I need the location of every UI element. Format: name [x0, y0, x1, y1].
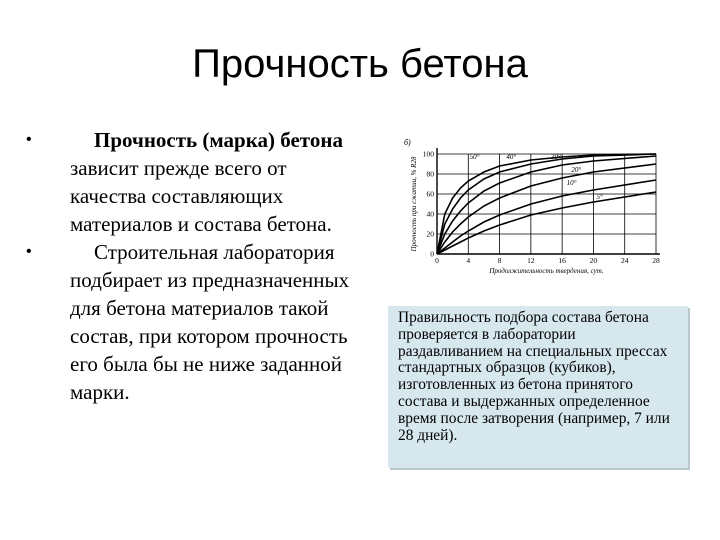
slide-title: Прочность бетона — [192, 42, 528, 86]
x-tick-label: 28 — [652, 256, 660, 265]
series-label: 5° — [596, 193, 603, 201]
x-axis-label: Продолжительность твердения, сут. — [489, 267, 604, 275]
bullet-item — [22, 126, 362, 238]
bullet-item — [22, 238, 362, 406]
x-tick-label: 16 — [558, 256, 566, 265]
x-tick-label: 0 — [435, 256, 439, 265]
y-tick-label: 0 — [430, 249, 434, 259]
bullet-marker: • — [26, 131, 32, 148]
y-axis-label: Прочность при сжатии, % R28 — [410, 156, 418, 252]
bullet-bold-text: Прочность (марка) бетона — [94, 128, 343, 152]
x-tick-label: 20 — [589, 256, 598, 265]
bullet-text: Строительная лаборатория подбирает из предназначенных для бетона материалов такой состав, при котором прочность его была бы не ниже заданной марки. — [70, 240, 350, 404]
series-line-3 — [437, 156, 656, 254]
bullet-marker: • — [26, 243, 32, 260]
series-label: 50° — [469, 153, 480, 161]
series-line-4 — [437, 164, 656, 254]
y-tick-label: 80 — [426, 169, 434, 179]
x-tick-label: 4 — [466, 256, 471, 265]
series-line-5 — [437, 180, 656, 254]
strength-chart — [400, 132, 670, 277]
series-label: 40° — [506, 153, 517, 161]
x-tick-label: 8 — [497, 256, 502, 265]
y-tick-label: 40 — [426, 209, 434, 219]
panel-label: б) — [404, 138, 411, 147]
y-tick-label: 100 — [422, 149, 434, 159]
y-tick-label: 20 — [426, 229, 434, 239]
x-tick-label: 12 — [527, 256, 535, 265]
note-box: Правильность подбора состава бетона проверяется в лаборатории раздавливанием на специальных прессах стандартных образцов (кубиков), изготовленных из бетона принятого состава и выдержанных определенное время после затворения (например, 7 или 28 дней). — [388, 306, 688, 468]
series-label: 10° — [566, 179, 577, 187]
x-tick-label: 24 — [620, 256, 629, 265]
y-tick-label: 60 — [426, 189, 434, 199]
bullet-text: зависит прежде всего от качества составляющих материалов и состава бетона. — [70, 156, 332, 236]
bullet-list — [22, 126, 362, 406]
series-label: 20° — [571, 166, 582, 174]
series-label: 30° — [550, 153, 561, 161]
